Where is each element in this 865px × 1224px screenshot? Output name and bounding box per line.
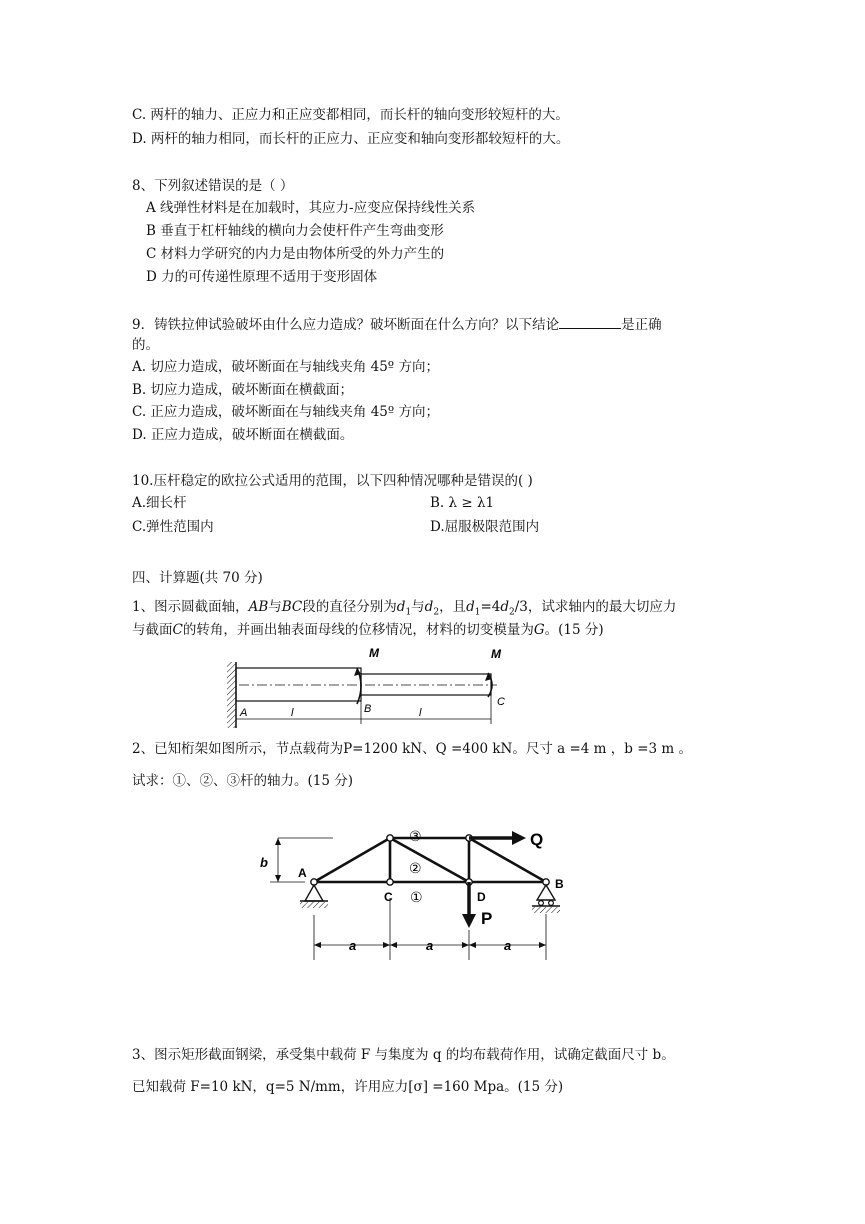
label-node-a: A bbox=[298, 866, 307, 880]
p1-ab: AB bbox=[248, 599, 269, 615]
q8-option-c: C 材料力学研究的内力是由物体所受的外力产生的 bbox=[146, 246, 445, 262]
label-b: B bbox=[364, 703, 372, 715]
q8-option-d: D 力的可传递性原理不适用于变形固体 bbox=[146, 269, 378, 285]
p1-text: 的转角，并画出轴表面母线的位移情况，材料的切变模量为 bbox=[182, 622, 534, 638]
p1-g: G bbox=[533, 622, 545, 638]
label-a1: a bbox=[349, 938, 357, 953]
q10-option-c: C.弹性范围内 bbox=[132, 519, 214, 535]
p1-text: ，且 bbox=[439, 599, 467, 615]
p1-bc: BC bbox=[281, 599, 303, 615]
p1-d1-sub: 1 bbox=[474, 607, 481, 618]
roller-wheel bbox=[539, 901, 544, 906]
p1-text: 。(15 分) bbox=[544, 622, 604, 638]
p1-text: 1、图示圆截面轴， bbox=[132, 599, 249, 615]
segment-bc bbox=[361, 674, 491, 695]
member-3-marker: ③ bbox=[409, 828, 422, 844]
q10-option-a: A.细长杆 bbox=[132, 495, 187, 511]
q10-option-b: B. λ ≥ λ1 bbox=[430, 495, 495, 511]
label-node-c: C bbox=[384, 890, 393, 904]
label-a: A bbox=[240, 707, 248, 719]
p1-line1 bbox=[132, 598, 676, 622]
p3-line1: 3、图示矩形截面钢梁，承受集中载荷 F 与集度为 q 的均布载荷作用，试确定截面尺寸 b。 bbox=[132, 1047, 675, 1063]
p1-d1-sub: 1 bbox=[405, 607, 412, 618]
q10-stem: 10.压杆稳定的欧拉公式适用的范围，以下四种情况哪种是错误的( ) bbox=[132, 473, 533, 489]
q9-option-c: C. 正应力造成，破坏断面在与轴线夹角 45º 方向； bbox=[132, 404, 440, 420]
label-node-d: D bbox=[477, 890, 486, 904]
member-1-marker: ① bbox=[410, 889, 423, 905]
label-b: b bbox=[260, 855, 268, 870]
dim-b-arrow-up bbox=[275, 838, 281, 845]
label-a3: a bbox=[504, 938, 512, 953]
p1-text: 与 bbox=[411, 599, 425, 615]
load-q-arrowhead bbox=[512, 831, 526, 845]
p2-line1: 2、已知桁架如图所示，节点载荷为P=1200 kN、Q =400 kN。尺寸 a =4 m ，b =3 m 。 bbox=[132, 741, 692, 757]
p1-text: 与截面 bbox=[132, 622, 173, 638]
q10-option-d: D.屈服极限范围内 bbox=[430, 519, 540, 535]
p1-text: 与 bbox=[268, 599, 282, 615]
q9-stem-part1: 9．铸铁拉伸试验破坏由什么应力造成？破坏断面在什么方向？以下结论 bbox=[132, 317, 560, 333]
p1-d1: d bbox=[466, 599, 475, 615]
fixed-support bbox=[227, 662, 236, 728]
q9-option-d: D. 正应力造成，破坏断面在横截面。 bbox=[132, 427, 354, 443]
truss-figure bbox=[250, 818, 570, 968]
p1-d2: d bbox=[424, 599, 434, 615]
label-p: P bbox=[481, 909, 493, 928]
ground-hatch-a bbox=[300, 902, 328, 908]
p1-line2 bbox=[132, 621, 604, 639]
label-node-b: B bbox=[555, 877, 564, 891]
q8-option-a: A 线弹性材料是在加载时，其应力-应变应保持线性关系 bbox=[146, 200, 476, 216]
p3-line2: 已知载荷 F=10 kN，q=5 N/mm，许用应力[σ] =160 Mpa。(15 分) bbox=[132, 1079, 564, 1095]
q9-option-a: A. 切应力造成，破坏断面在与轴线夹角 45º 方向； bbox=[132, 359, 439, 375]
roller-wheel bbox=[549, 901, 554, 906]
section-title: 四、计算题(共 70 分) bbox=[132, 570, 263, 586]
q7-option-d: D. 两杆的轴力相同，而长杆的正应力、正应变和轴向变形都较短杆的大。 bbox=[132, 131, 570, 147]
q9-option-b: B. 切应力造成，破坏断面在横截面； bbox=[132, 382, 354, 398]
q9-stem-cont: 的。 bbox=[132, 337, 159, 353]
p1-text: /3，试求轴内的最大切应力 bbox=[514, 599, 677, 615]
ground-hatch-b bbox=[532, 907, 560, 913]
p1-d1: d bbox=[396, 599, 406, 615]
dim-b-arrow-down bbox=[275, 875, 281, 882]
pin-support-a bbox=[305, 885, 323, 901]
roller-support-b bbox=[537, 885, 555, 900]
shaft-figure bbox=[225, 640, 515, 730]
label-q: Q bbox=[530, 830, 544, 849]
p1-d2-sub: 2 bbox=[509, 607, 515, 618]
p1-text: 段的直径分别为 bbox=[302, 599, 397, 615]
segment-ab bbox=[236, 668, 361, 701]
label-l2: l bbox=[419, 707, 422, 719]
truss-members bbox=[314, 838, 546, 882]
label-m1: M bbox=[369, 646, 379, 660]
q7-option-c: C. 两杆的轴力、正应力和正应变都相同，而长杆的轴向变形较短杆的大。 bbox=[132, 107, 569, 123]
label-a2: a bbox=[426, 938, 434, 953]
p1-c: C bbox=[172, 622, 183, 638]
q8-option-b: B 垂直于杠杆轴线的横向力会使杆件产生弯曲变形 bbox=[146, 223, 444, 239]
p1-d2: d bbox=[500, 599, 510, 615]
load-p-arrowhead bbox=[462, 914, 476, 928]
q9-stem bbox=[132, 315, 662, 334]
p1-text: =4 bbox=[480, 599, 501, 615]
p2-line2: 试求：①、②、③杆的轴力。(15 分) bbox=[132, 773, 354, 789]
label-m2: M bbox=[491, 647, 501, 661]
label-c: C bbox=[497, 696, 505, 708]
member-2-marker: ② bbox=[409, 860, 422, 876]
q8-stem: 8、下列叙述错误的是（ ） bbox=[132, 178, 294, 194]
q9-stem-part2: 是正确 bbox=[621, 317, 662, 333]
label-l1: l bbox=[291, 707, 294, 719]
answer-blank bbox=[559, 315, 621, 329]
p1-d2-sub: 2 bbox=[433, 607, 440, 618]
